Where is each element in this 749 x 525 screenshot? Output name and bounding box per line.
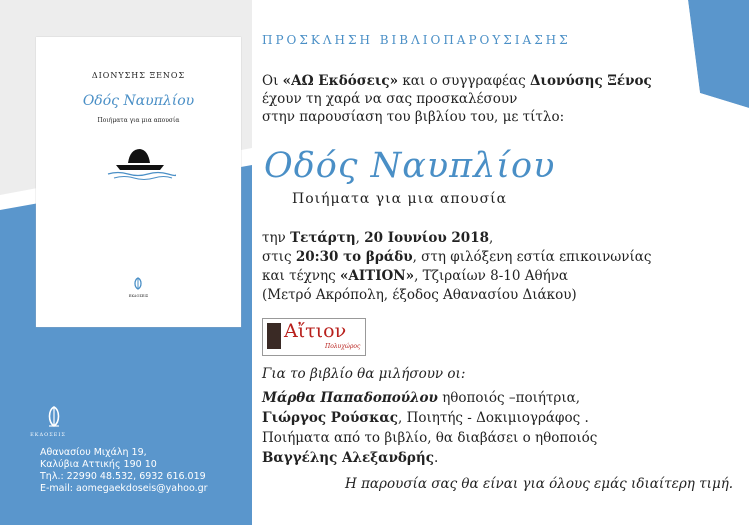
publisher-name: «ΑΩ Εκδόσεις» <box>282 73 399 89</box>
publisher-mini-icon <box>132 277 144 291</box>
contact-address: Αθανασίου Μιχάλη 19, <box>40 447 147 458</box>
event-details: την Τετάρτη, 20 Ιουνίου 2018, στις 20:30 το βράδυ, στη φιλόξενη εστία επικοινωνίας και τέχνης «ΑΙΤΙΟΝ», Τζιραίων 8-10 Αθήνα (Μετρό Ακρόπολη, έξοδος Αθανασίου Διάκου) <box>262 230 652 303</box>
closing-note: Η παρουσία σας θα είναι για όλους εμάς ιδιαίτερη τιμή. <box>345 476 734 492</box>
venue-logo-sub: Πολυχώρος <box>325 343 361 350</box>
event-date: 20 Ιουνίου 2018 <box>364 230 489 246</box>
speaker-1-name: Μάρθα Παπαδοπούλου <box>262 390 438 406</box>
venue-logo-name: Αἴτιον <box>284 320 347 342</box>
book-cover-publisher: ΕΚΔΟΣΕΙΣ <box>128 294 149 298</box>
event-venue: «ΑΙΤΙΟΝ» <box>339 268 415 284</box>
author-name: Διονύσης Ξένος <box>529 73 652 89</box>
venue-logo-image <box>267 323 281 349</box>
contact-info <box>40 447 208 495</box>
boat-illustration <box>106 145 176 181</box>
book-cover-subtitle: Ποιήματα για μια απουσία <box>97 117 180 124</box>
book-subtitle: Ποιήματα για μια απουσία <box>292 191 508 207</box>
reading-note: Ποιήματα από το βιβλίο, θα διαβάσει ο ηθοποιός <box>262 430 598 446</box>
venue-logo <box>262 318 366 356</box>
contact-phone: Τηλ.: 22990 48.532, 6932 616.019 <box>40 471 206 482</box>
book-cover <box>36 37 241 327</box>
speakers-intro: Για το βιβλίο θα μιλήσουν οι: <box>262 366 466 382</box>
intro-text: Οι «ΑΩ Εκδόσεις» και ο συγγραφέας Διονύσης Ξένος έχουν τη χαρά να σας προσκαλέσουν στην παρουσίαση του βιβλίου του, με τίτλο: <box>262 73 652 125</box>
publisher-logo-text: ΕΚΔΟΣΕΙΣ <box>30 432 66 438</box>
event-directions: (Μετρό Ακρόπολη, έξοδος Αθανασίου Διάκου) <box>262 287 577 303</box>
book-title: Οδός Ναυπλίου <box>264 146 556 186</box>
contact-email[interactable]: E-mail: aomegaekdoseis@yahoo.gr <box>40 483 208 494</box>
event-day: Τετάρτη <box>290 230 356 246</box>
book-cover-author: ΔΙΟΝΥΣΗΣ ΞΕΝΟΣ <box>91 71 186 80</box>
speakers-list: Μάρθα Παπαδοπούλου ηθοποιός –ποιήτρια, Γιώργος Ρούσκας, Ποιητής - Δοκιμιογράφος . Ποιήματα από το βιβλίο, θα διαβάσει ο ηθοποιός Βαγγέλης Αλεξανδρής. <box>262 390 598 466</box>
event-time: 20:30 το βράδυ <box>295 249 413 265</box>
invitation-header: ΠΡΟΣΚΛΗΣΗ ΒΙΒΛΙΟΠΑΡΟΥΣΙΑΣΗΣ <box>262 33 571 47</box>
publisher-logo-icon <box>46 405 62 429</box>
speaker-3-name: Βαγγέλης Αλεξανδρής <box>262 450 434 466</box>
speaker-2-name: Γιώργος Ρούσκας <box>262 410 398 426</box>
contact-city: Καλύβια Αττικής 190 10 <box>40 459 157 470</box>
book-cover-title: Οδός Ναυπλίου <box>82 93 195 109</box>
